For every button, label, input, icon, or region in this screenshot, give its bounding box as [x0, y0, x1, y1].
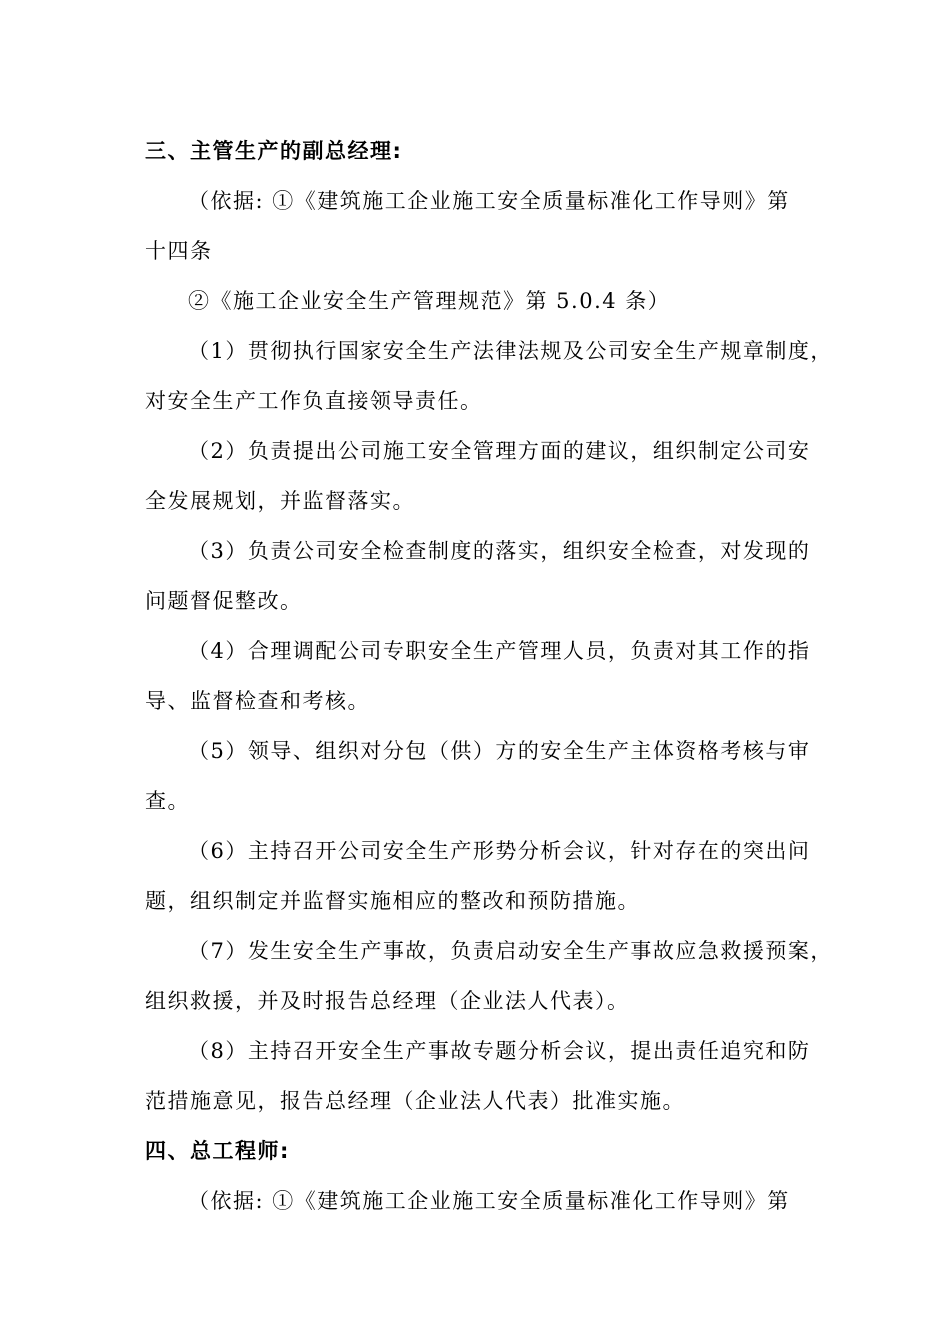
item-line: （5）领导、组织对分包（供）方的安全生产主体资格考核与审 — [188, 739, 811, 763]
item-line: （4）合理调配公司专职安全生产管理人员，负责对其工作的指 — [188, 639, 811, 663]
basis-line: （依据: ①《建筑施工企业施工安全质量标准化工作导则》第 — [188, 1189, 790, 1213]
item-line: 问题督促整改。 — [145, 589, 303, 613]
item-line: （7）发生安全生产事故，负责启动安全生产事故应急救援预案， — [188, 939, 833, 963]
section-heading: 四、总工程师: — [145, 1139, 290, 1163]
item-line: （1）贯彻执行国家安全生产法律法规及公司安全生产规章制度， — [188, 339, 833, 363]
item-line: 全发展规划，并监督落实。 — [145, 489, 415, 513]
item-line: （8）主持召开安全生产事故专题分析会议，提出责任追究和防 — [188, 1039, 811, 1063]
basis-line: （依据: ①《建筑施工企业施工安全质量标准化工作导则》第 — [188, 189, 790, 213]
item-line: （3）负责公司安全检查制度的落实，组织安全检查，对发现的 — [188, 539, 811, 563]
item-line: 对安全生产工作负直接领导责任。 — [145, 389, 483, 413]
item-line: 题，组织制定并监督实施相应的整改和预防措施。 — [145, 889, 640, 913]
item-line: 组织救援，并及时报告总经理（企业法人代表）。 — [145, 989, 630, 1013]
item-line: 导、监督检查和考核。 — [145, 689, 370, 713]
item-line: 范措施意见，报告总经理（企业法人代表）批准实施。 — [145, 1089, 685, 1113]
basis-line: ②《施工企业安全生产管理规范》第 5.0.4 条） — [188, 289, 671, 313]
item-line: （2）负责提出公司施工安全管理方面的建议，组织制定公司安 — [188, 439, 811, 463]
section-heading: 三、主管生产的副总经理: — [145, 139, 403, 163]
item-line: 查。 — [145, 789, 190, 813]
item-line: （6）主持召开公司安全生产形势分析会议，针对存在的突出问 — [188, 839, 811, 863]
basis-line: 十四条 — [145, 239, 213, 263]
